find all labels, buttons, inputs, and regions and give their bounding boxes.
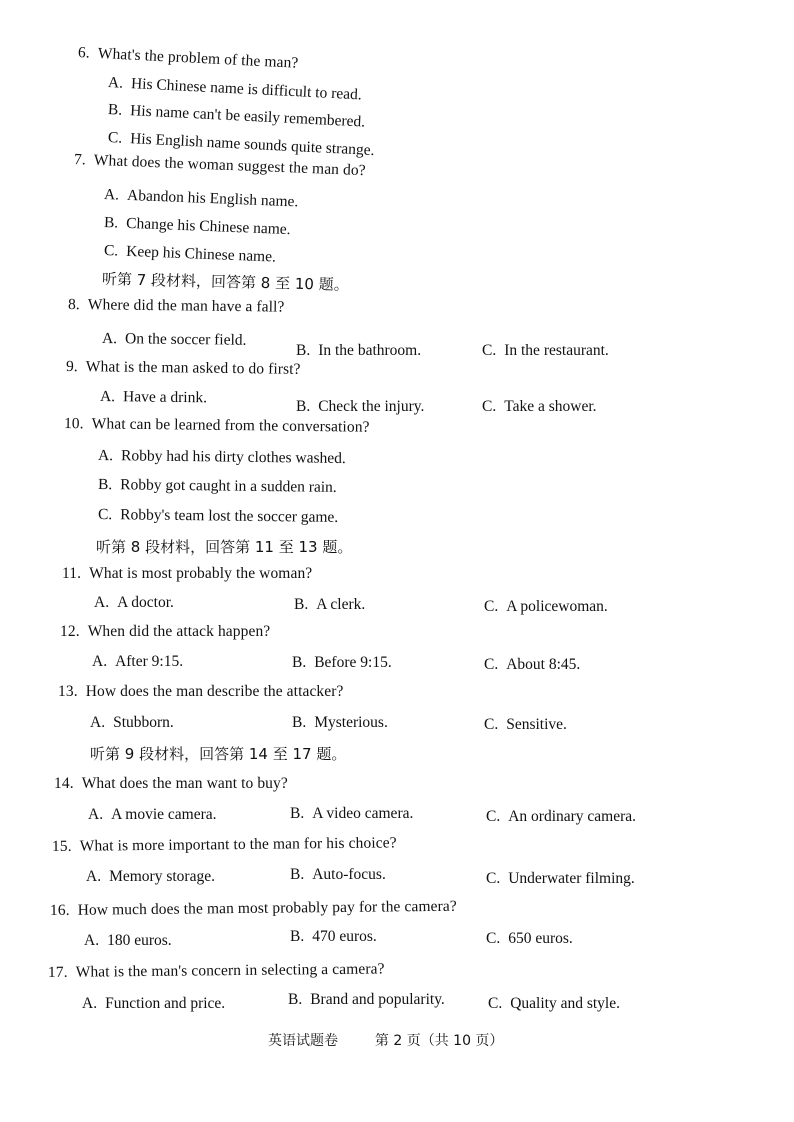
question-text: When did the attack happen? [87,623,271,640]
question-text: What is the man's concern in selecting a camera? [75,960,385,981]
option-9b [296,398,424,416]
option-17b [288,991,445,1009]
option-letter: A. [86,868,102,885]
question-17 [48,960,385,982]
option-17c [488,995,620,1013]
option-text: His name can't be easily remembered. [129,102,366,131]
option-letter: B. [296,342,311,359]
option-6b [108,101,366,132]
option-text: In the bathroom. [318,342,422,359]
option-text: Robby's team lost the soccer game. [120,506,339,526]
option-letter: B. [288,991,303,1008]
question-8 [68,296,285,317]
option-16a [84,932,172,950]
option-text: A doctor. [117,594,174,611]
option-letter: A. [107,74,124,92]
question-number: 11. [62,565,82,582]
option-text: 470 euros. [312,928,377,945]
question-number: 16. [49,901,70,919]
option-letter: C. [486,808,501,825]
option-letter: C. [486,930,501,947]
option-text: Brand and popularity. [310,991,445,1008]
option-12c [484,656,580,674]
option-text: Robby had his dirty clothes washed. [120,447,346,468]
option-text: Sensitive. [506,716,567,733]
question-number: 14. [54,775,74,792]
option-text: Have a drink. [122,388,208,407]
option-text: A video camera. [312,805,414,822]
question-number: 15. [51,837,72,855]
option-text: Before 9:15. [314,654,392,671]
option-text: Abandon his English name. [126,186,299,211]
question-12 [60,623,270,641]
option-letter: A. [84,932,100,949]
option-text: Auto-focus. [312,866,386,883]
option-16b [290,928,377,946]
option-8b [296,342,421,360]
question-14 [54,775,288,793]
option-14b [290,805,413,823]
option-letter: C. [484,716,499,733]
option-text: A movie camera. [111,806,217,823]
question-text: What can be learned from the conversation? [91,415,370,436]
option-15b [290,866,386,884]
option-letter: A. [103,186,120,204]
option-text: Check the injury. [318,398,425,415]
option-9a [100,388,207,407]
option-letter: B. [290,866,305,883]
question-number: 12. [60,623,80,640]
option-letter: A. [97,447,114,465]
option-text: Stubborn. [113,714,174,731]
question-text: What's the problem of the man? [97,44,299,72]
option-text: Take a shower. [504,398,597,415]
question-10 [64,415,370,437]
option-12a [92,653,183,671]
option-13b [292,714,388,732]
option-letter: C. [97,506,113,524]
option-7c [104,242,277,267]
option-letter: C. [488,995,503,1012]
section-header-9: 听第 9 段材料，回答第 14 至 17 题。 [90,745,347,763]
option-letter: B. [97,476,113,494]
option-11b [294,596,365,614]
option-8c [482,342,609,360]
option-letter: A. [94,594,110,611]
option-letter: C. [107,129,123,147]
option-13a [90,714,174,732]
option-15a [86,868,215,886]
option-letter: C. [486,870,501,887]
option-6a [108,74,363,104]
option-text: Mysterious. [314,714,388,731]
option-letter: C. [484,656,499,673]
option-13c [484,716,567,734]
option-15c [486,870,635,888]
option-letter: C. [484,598,499,615]
option-letter: B. [292,654,307,671]
option-text: Change his Chinese name. [125,214,291,239]
option-letter: B. [103,214,119,232]
question-11 [62,565,312,583]
option-8a [102,330,247,350]
option-10a [98,447,346,468]
option-letter: A. [99,388,116,406]
option-letter: B. [296,398,311,415]
option-text: A policewoman. [506,598,608,615]
option-7a [104,186,299,211]
question-text: How does the man describe the attacker? [85,683,344,700]
question-13 [58,683,344,701]
option-text: Function and price. [105,995,226,1012]
section-header-7: 听第 7 段材料，回答第 8 至 10 题。 [101,270,349,295]
question-9 [66,358,301,379]
option-text: His Chinese name is difficult to read. [130,75,363,104]
option-letter: A. [92,653,108,670]
option-text: His English name sounds quite strange. [129,130,375,160]
option-text: About 8:45. [506,656,581,673]
question-number: 9. [65,358,78,376]
footer-subject: 英语试题卷 [268,1033,338,1049]
option-10c [98,506,338,527]
question-text: What does the woman suggest the man do? [93,151,367,180]
question-text: What does the man want to buy? [81,775,288,792]
question-16 [50,898,457,920]
footer-page-number: 第 2 页（共 10 页） [374,1033,504,1049]
question-6 [78,44,299,73]
option-letter: C. [482,342,497,359]
option-text: In the restaurant. [504,342,609,359]
option-12b [292,654,392,672]
question-text: What is more important to the man for his choice? [79,834,397,855]
option-letter: B. [294,596,309,613]
option-letter: A. [101,330,118,348]
option-text: 650 euros. [508,930,573,947]
option-letter: A. [88,806,104,823]
option-text: Quality and style. [510,995,620,1012]
page-footer [268,1030,503,1050]
option-text: After 9:15. [115,653,184,670]
option-text: Robby got caught in a sudden rain. [120,476,337,496]
option-letter: B. [292,714,307,731]
option-11a [94,594,174,612]
option-11c [484,598,608,616]
option-16c [486,930,573,948]
option-text: Underwater filming. [508,870,635,887]
option-text: Keep his Chinese name. [125,242,277,266]
option-letter: A. [82,995,98,1012]
question-15 [52,834,397,856]
option-letter: B. [290,928,305,945]
option-letter: C. [482,398,497,415]
option-9c [482,398,597,416]
option-letter: A. [90,714,106,731]
question-number: 17. [47,963,68,981]
option-letter: C. [103,242,119,260]
option-text: On the soccer field. [124,330,247,349]
option-text: An ordinary camera. [508,808,637,825]
question-text: What is the man asked to do first? [85,358,301,378]
option-17a [82,995,225,1013]
option-letter: B. [107,101,123,119]
question-text: How much does the man most probably pay for the camera? [77,897,457,919]
option-7b [104,214,291,239]
option-text: A clerk. [316,596,366,613]
question-text: What is most probably the woman? [89,565,313,582]
option-14c [486,808,636,826]
option-text: Memory storage. [109,868,215,885]
option-letter: B. [290,805,305,822]
option-14a [88,806,217,824]
option-10b [98,476,337,497]
section-header-8: 听第 8 段材料，回答第 11 至 13 题。 [96,538,353,556]
question-number: 10. [63,415,84,433]
question-number: 13. [58,683,78,700]
question-number: 7. [73,151,87,169]
question-number: 8. [67,296,80,314]
option-text: 180 euros. [107,932,172,949]
question-number: 6. [77,44,91,62]
question-text: Where did the man have a fall? [87,296,285,316]
